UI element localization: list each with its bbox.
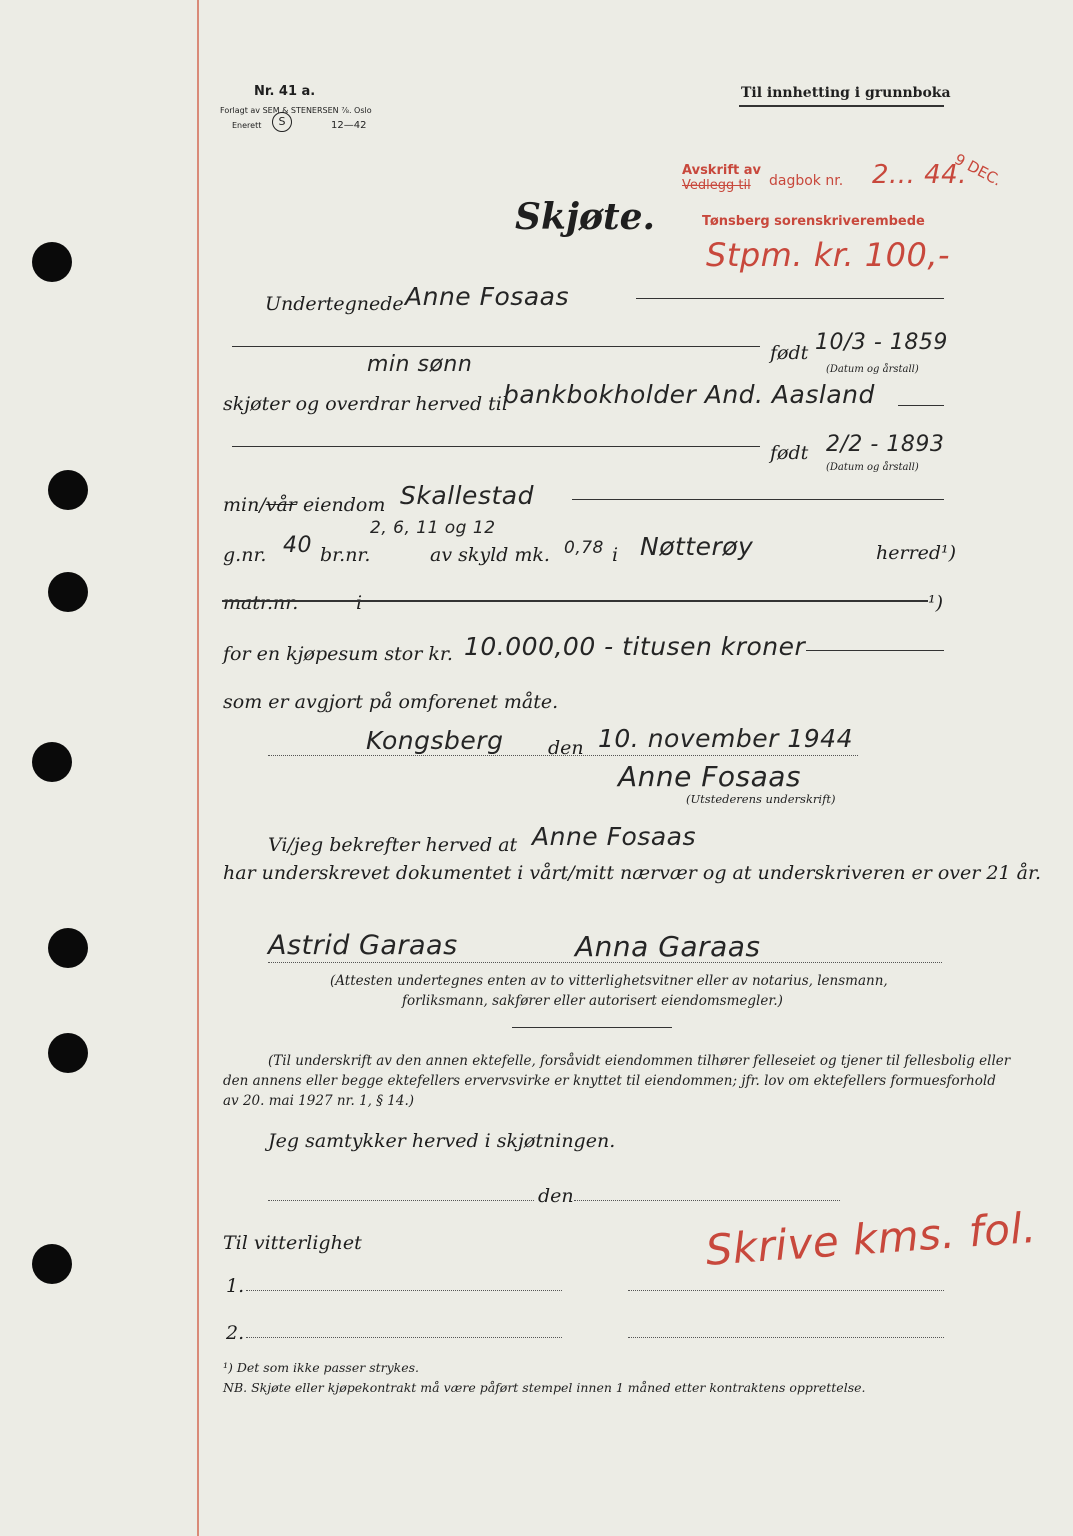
confirm-text: har underskrevet dokumentet i vårt/mitt nærvær og at underskriveren er over 21 år. bbox=[223, 862, 1041, 884]
relation-note: min sønn bbox=[367, 352, 473, 377]
binder-hole bbox=[48, 928, 88, 968]
date-dotted-line bbox=[268, 755, 858, 756]
stamp-journal-number: 2... 44. bbox=[872, 160, 967, 190]
consent-place-line bbox=[268, 1200, 534, 1201]
witness2-line bbox=[246, 1337, 562, 1338]
witness1-signature: Astrid Garaas bbox=[268, 930, 458, 961]
stamp-office: Tønsberg sorenskriverembede bbox=[702, 214, 925, 229]
date-value: 10. november 1944 bbox=[598, 724, 853, 753]
matr-label: matr.nr. bbox=[223, 592, 299, 614]
property-label-struck: vår bbox=[265, 494, 297, 516]
born1-date-hint: (Datum og årstall) bbox=[826, 364, 919, 375]
matr-i: i bbox=[356, 592, 363, 614]
herred-value: Nøtterøy bbox=[640, 532, 754, 561]
binder-hole bbox=[48, 1033, 88, 1073]
witness2-signature: Anna Garaas bbox=[575, 930, 761, 963]
settled-text: som er avgjort på omforenet måte. bbox=[223, 691, 559, 713]
spouse-note-2: den annens eller begge ektefellers ervervsvirke er knyttet til eiendommen; jfr. lov om ektefellers formuesforhold bbox=[223, 1073, 996, 1089]
attest-note-2: forliksmann, sakfører eller autorisert eiendomsmegler.) bbox=[402, 993, 783, 1009]
den-label: den bbox=[548, 737, 584, 759]
margin-rule bbox=[197, 0, 199, 1536]
issuer-signature: Anne Fosaas bbox=[618, 760, 802, 793]
stamp-date: 9 DEC. bbox=[951, 150, 1005, 190]
place-value: Kongsberg bbox=[366, 726, 504, 755]
witness-num-1: 1. bbox=[226, 1275, 245, 1297]
price-label: for en kjøpesum stor kr. bbox=[223, 643, 453, 665]
binder-hole bbox=[32, 742, 72, 782]
brnr-label: br.nr. bbox=[320, 544, 371, 566]
attest-note-1: (Attesten undertegnes enten av to vitterlighetsvitner eller av notarius, lensmann, bbox=[330, 973, 888, 989]
born1-value: 10/3 - 1859 bbox=[815, 330, 948, 355]
matr-strike-line bbox=[222, 600, 928, 602]
witness-dotted-line bbox=[268, 962, 942, 963]
property-label-prefix: min/ bbox=[223, 494, 266, 516]
footnote-1: ¹) Det som ikke passer strykes. bbox=[223, 1360, 420, 1375]
born2-label: født bbox=[770, 442, 809, 464]
stamp-fee: Stpm. kr. 100,- bbox=[706, 236, 951, 274]
edition: 12—42 bbox=[331, 120, 367, 131]
consent-text: Jeg samtykker herved i skjøtningen. bbox=[268, 1130, 616, 1152]
rights: Enerett bbox=[232, 121, 262, 130]
binder-hole bbox=[48, 572, 88, 612]
witness-num-2: 2. bbox=[226, 1322, 245, 1344]
confirm-label: Vi/jeg bekrefter herved at bbox=[268, 834, 518, 856]
transfer-label: skjøter og overdrar herved til bbox=[223, 393, 508, 415]
skyld-label: av skyld mk. bbox=[430, 544, 550, 566]
blank-line-2 bbox=[232, 446, 760, 447]
publisher: Forlagt av SEM & STENERSEN ⅞. Oslo bbox=[220, 106, 372, 115]
property-label-suffix: eiendom bbox=[302, 494, 386, 516]
i-label: i bbox=[612, 544, 619, 566]
official-signature: Skrive kms. fol. bbox=[704, 1202, 1038, 1275]
skyld-value: 0,78 bbox=[564, 538, 604, 558]
transfer-line bbox=[898, 405, 944, 406]
witness1-line bbox=[246, 1290, 562, 1291]
price-line bbox=[806, 650, 944, 651]
herred-label: herred¹) bbox=[876, 542, 957, 564]
form-number: Nr. 41 a. bbox=[254, 84, 316, 99]
property-value: Skallestad bbox=[400, 481, 534, 510]
publisher-logo: S bbox=[272, 112, 292, 132]
undersigned-label: Undertegnede bbox=[265, 293, 404, 315]
spouse-note-1: (Til underskrift av den annen ektefelle, forsåvidt eiendommen tilhører felleseiet og tjener til fellesbolig eller bbox=[268, 1053, 1011, 1069]
witness-heading: Til vitterlighet bbox=[223, 1232, 362, 1254]
destination-underline bbox=[739, 105, 944, 107]
gnr-value: 40 bbox=[283, 533, 312, 558]
gnr-label: g.nr. bbox=[223, 544, 267, 566]
undersigned-line bbox=[636, 298, 944, 299]
price-value: 10.000,00 - titusen kroner bbox=[464, 632, 806, 661]
stamp-journal-label: dagbok nr. bbox=[769, 173, 844, 189]
matr-end: ¹) bbox=[928, 592, 944, 614]
witness1-right-line bbox=[628, 1290, 944, 1291]
born2-value: 2/2 - 1893 bbox=[826, 432, 945, 457]
born2-date-hint: (Datum og årstall) bbox=[826, 462, 919, 473]
blank-line-1 bbox=[232, 346, 760, 347]
destination-note: Til innhetting i grunnboka bbox=[741, 85, 951, 101]
spouse-note-3: av 20. mai 1927 nr. 1, § 14.) bbox=[223, 1093, 415, 1109]
stamp-attachment: Vedlegg til bbox=[682, 178, 751, 193]
binder-hole bbox=[32, 1244, 72, 1284]
binder-hole bbox=[48, 470, 88, 510]
witness2-right-line bbox=[628, 1337, 944, 1338]
born1-label: født bbox=[770, 342, 809, 364]
undersigned-value: Anne Fosaas bbox=[405, 282, 569, 311]
confirm-value: Anne Fosaas bbox=[532, 822, 696, 851]
den2-label: den bbox=[538, 1185, 574, 1207]
document-title: Skjøte. bbox=[515, 196, 656, 238]
binder-hole bbox=[32, 242, 72, 282]
property-line bbox=[572, 499, 944, 500]
transfer-value: bankbokholder And. Aasland bbox=[503, 380, 875, 409]
stamp-copy-of: Avskrift av bbox=[682, 163, 761, 178]
consent-date-line bbox=[574, 1200, 840, 1201]
issuer-signature-label: (Utstederens underskrift) bbox=[686, 792, 836, 806]
attest-separator bbox=[512, 1027, 672, 1028]
property-label bbox=[223, 494, 385, 516]
brnr-value: 2, 6, 11 og 12 bbox=[370, 518, 496, 538]
footnote-2: NB. Skjøte eller kjøpekontrakt må være påført stempel innen 1 måned etter kontraktens opprettelse. bbox=[223, 1380, 866, 1395]
